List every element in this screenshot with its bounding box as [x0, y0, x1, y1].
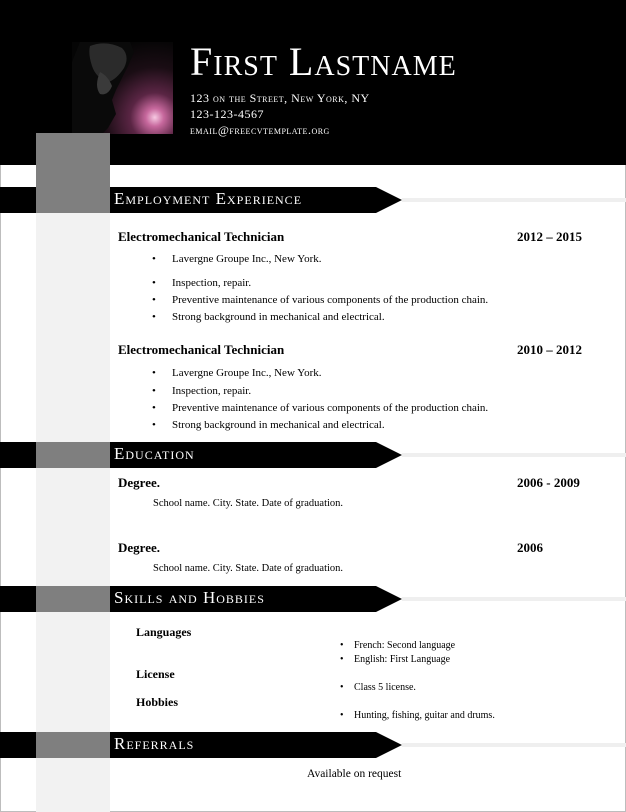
email-text: email@freecvtemplate.org	[190, 123, 330, 137]
strip-light-segment	[36, 758, 110, 812]
job-years: 2010 – 2012	[517, 342, 582, 357]
referrals-text: Available on request	[307, 768, 402, 780]
list-item: • English: First Language	[340, 654, 450, 665]
list-item: • Strong background in mechanical and electrical.	[153, 311, 385, 323]
section-divider	[402, 453, 626, 457]
list-item: • Preventive maintenance of various components of the production chain.	[153, 294, 488, 306]
job-title: Electromechanical Technician	[118, 342, 285, 357]
address-text: 123 on the Street, New York, NY	[190, 91, 370, 105]
degree-detail: School name. City. State. Date of graduation.	[153, 563, 344, 574]
degree-years: 2006	[517, 540, 543, 555]
section-bar-education	[0, 442, 402, 468]
skill-label-license: License	[136, 667, 175, 681]
list-item: • Strong background in mechanical and electrical.	[153, 419, 385, 431]
strip-light-segment	[36, 468, 110, 586]
section-title-referrals: Referrals	[114, 734, 195, 753]
list-item: • Lavergne Groupe Inc., New York.	[153, 367, 321, 379]
job-title: Electromechanical Technician	[118, 229, 285, 244]
strip-light-segment	[36, 612, 110, 732]
degree-title: Degree.	[118, 475, 160, 490]
profile-photo	[72, 42, 173, 134]
list-item: • French: Second language	[340, 640, 455, 651]
section-divider	[402, 743, 626, 747]
section-title-skills: Skills and Hobbies	[114, 588, 265, 607]
skill-label-hobbies: Hobbies	[136, 695, 179, 709]
strip-header-segment	[36, 133, 110, 165]
section-title-employment: Employment Experience	[114, 189, 303, 208]
strip-gray-segment	[36, 165, 110, 187]
job-years: 2012 – 2015	[517, 229, 582, 244]
list-item: • Inspection, repair.	[153, 385, 251, 397]
degree-detail: School name. City. State. Date of graduation.	[153, 498, 344, 509]
section-bar-referrals	[0, 732, 402, 758]
list-item: • Preventive maintenance of various components of the production chain.	[153, 402, 488, 414]
degree-years: 2006 - 2009	[517, 475, 580, 490]
list-item: • Hunting, fishing, guitar and drums.	[340, 710, 495, 721]
section-bar-employment	[0, 187, 402, 213]
phone-text: 123-123-4567	[190, 107, 264, 121]
degree-title: Degree.	[118, 540, 160, 555]
list-item: • Lavergne Groupe Inc., New York.	[153, 253, 321, 265]
list-item: • Class 5 license.	[340, 682, 416, 693]
section-bar-skills	[0, 586, 402, 612]
section-divider	[402, 597, 626, 601]
section-title-education: Education	[114, 444, 195, 463]
skill-label-languages: Languages	[136, 625, 192, 639]
list-item: • Inspection, repair.	[153, 277, 251, 289]
strip-light-segment	[36, 213, 110, 442]
full-name: First Lastname	[190, 39, 457, 84]
section-divider	[402, 198, 626, 202]
